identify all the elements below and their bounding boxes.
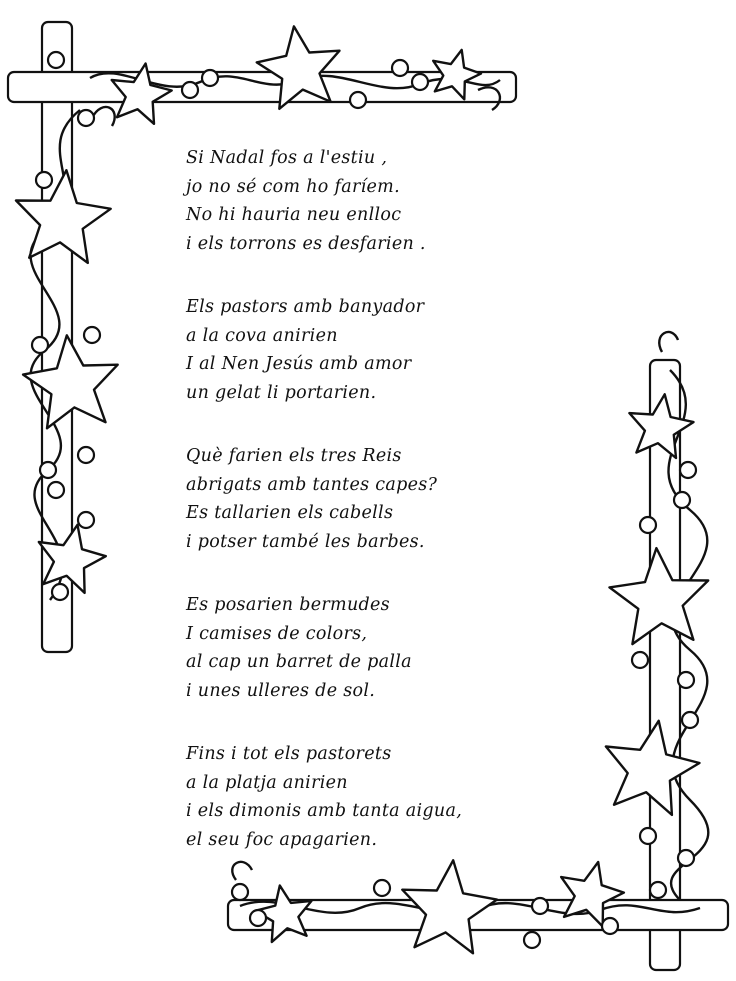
bead-icon bbox=[678, 672, 694, 688]
stanza bbox=[186, 740, 586, 854]
bead-icon bbox=[52, 584, 68, 600]
poem-line: Fins i tot els pastorets bbox=[186, 744, 392, 764]
bead-icon bbox=[632, 652, 648, 668]
poem-line: i unes ulleres de sol. bbox=[186, 680, 376, 701]
poem-line: el seu foc apagarien. bbox=[186, 829, 378, 850]
bead-icon bbox=[640, 517, 656, 533]
bead-icon bbox=[182, 82, 198, 98]
bead-icon bbox=[202, 70, 218, 86]
stanza bbox=[186, 144, 586, 258]
bead-icon bbox=[350, 92, 366, 108]
bead-icon bbox=[412, 74, 428, 90]
poem-line: un gelat li portarien. bbox=[186, 382, 377, 403]
poem-line: Si Nadal fos a l'estiu , bbox=[186, 148, 388, 168]
bead-icon bbox=[78, 512, 94, 528]
poem-line: al cap un barret de palla bbox=[186, 652, 412, 672]
vine-icon bbox=[92, 107, 115, 126]
poem-line: Es posarien bermudes bbox=[186, 595, 390, 615]
poem-line: i els torrons es desfarien . bbox=[186, 233, 426, 254]
bead-icon bbox=[682, 712, 698, 728]
stanza bbox=[186, 442, 586, 556]
bead-icon bbox=[602, 918, 618, 934]
bead-icon bbox=[650, 882, 666, 898]
poem-line: No hi hauria neu enlloc bbox=[186, 205, 402, 225]
poem-line: Es tallarien els cabells bbox=[186, 503, 394, 523]
poem-line: I al Nen Jesús amb amor bbox=[186, 354, 412, 374]
bead-icon bbox=[78, 110, 94, 126]
bead-icon bbox=[84, 327, 100, 343]
bead-icon bbox=[250, 910, 266, 926]
bead-icon bbox=[40, 462, 56, 478]
bead-icon bbox=[674, 492, 690, 508]
poem-line: I camises de colors, bbox=[186, 623, 368, 644]
bead-icon bbox=[524, 932, 540, 948]
bead-icon bbox=[678, 850, 694, 866]
poem-line: Què farien els tres Reis bbox=[186, 446, 402, 466]
bead-icon bbox=[32, 337, 48, 353]
vine-icon bbox=[659, 332, 678, 352]
bead-icon bbox=[48, 52, 64, 68]
poem-line: i els dimonis amb tanta aigua, bbox=[186, 801, 463, 821]
stanza bbox=[186, 591, 586, 705]
poem-line: jo no sé com ho faríem. bbox=[186, 176, 400, 197]
poem bbox=[186, 144, 586, 889]
bead-icon bbox=[532, 898, 548, 914]
poem-line: abrigats amb tantes capes? bbox=[186, 474, 438, 495]
poem-line: a la platja anirien bbox=[186, 772, 348, 793]
bead-icon bbox=[36, 172, 52, 188]
poem-line: Els pastors amb banyador bbox=[186, 297, 425, 317]
poem-line: a la cova anirien bbox=[186, 325, 338, 346]
bead-icon bbox=[680, 462, 696, 478]
bead-icon bbox=[392, 60, 408, 76]
poem-line: i potser també les barbes. bbox=[186, 531, 425, 552]
stanza bbox=[186, 293, 586, 407]
bead-icon bbox=[640, 828, 656, 844]
bead-icon bbox=[78, 447, 94, 463]
bead-icon bbox=[48, 482, 64, 498]
